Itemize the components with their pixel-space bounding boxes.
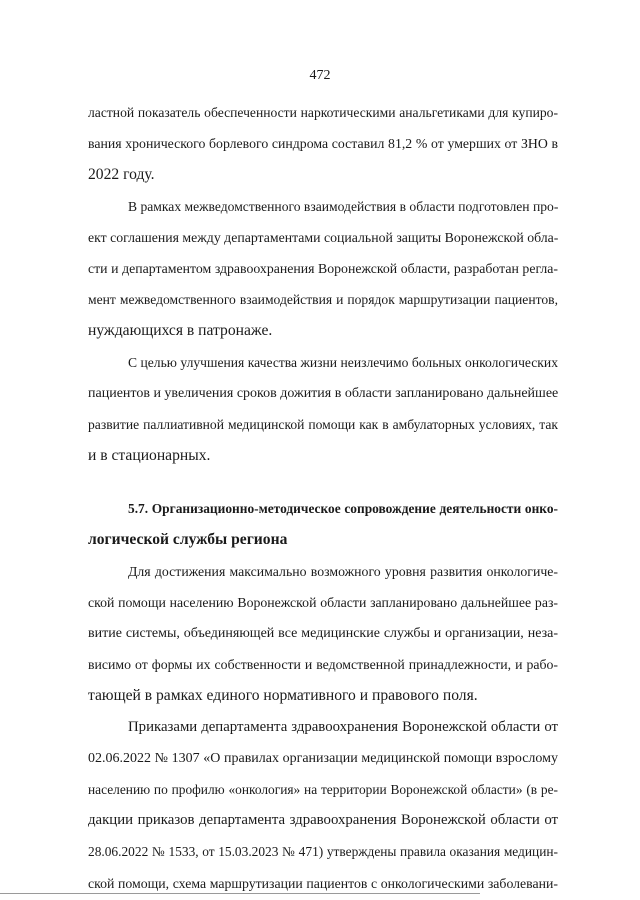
- paragraph-3-line-1: С целью улучшения качества жизни неизлечимо больных онкологических: [128, 354, 558, 370]
- paragraph-5-line-5: 28.06.2022 № 1533, от 15.03.2023 № 471) утверждены правила оказания медицин-: [88, 844, 558, 860]
- paragraph-5-line-1: Приказами департамента здравоохранения Воронежской области от: [128, 718, 558, 735]
- paragraph-2-line-1: В рамках межведомственного взаимодействия в области подготовлен про-: [128, 198, 559, 214]
- paragraph-4-line-4: висимо от формы их собственности и ведомственной принадлежности, и рабо-: [88, 657, 558, 673]
- paragraph-5-line-6: ской помощи, схема маршрутизации пациентов с онкологическими заболевани-: [88, 875, 558, 891]
- document-body: [88, 97, 558, 899]
- paragraph-1-line-3: 2022 году.: [88, 166, 155, 184]
- paragraph-2-line-4: мент межведомственного взаимодействия и порядок маршрутизации пациентов,: [88, 292, 558, 308]
- bottom-scan-edge: [0, 893, 480, 894]
- paragraph-1-line-2: вания хронического борлевого синдрома составил 81,2 % от умерших от ЗНО в: [88, 136, 558, 152]
- paragraph-4-line-3: витие системы, объединяющей все медицинские службы и организации, неза-: [88, 626, 558, 641]
- paragraph-5-line-4: дакции приказов департамента здравоохранения Воронежской области от: [88, 812, 558, 829]
- paragraph-5-line-2: 02.06.2022 № 1307 «О правилах организации медицинской помощи взрослому: [88, 750, 558, 766]
- paragraph-2-line-5: нуждающихся в патронаже.: [88, 322, 273, 340]
- paragraph-2-line-3: сти и департаментом здравоохранения Воронежской области, разработан регла-: [88, 260, 558, 276]
- section-heading-line-2: логической службы региона: [88, 531, 288, 549]
- paragraph-3-line-2: пациентов и увеличения сроков дожития в области запланировано дальнейшее: [88, 385, 559, 401]
- section-heading-line-1: 5.7. Организационно-методическое сопровождение деятельности онко-: [128, 501, 558, 517]
- paragraph-4-line-1: Для достижения максимально возможного уровня развития онкологиче-: [128, 563, 558, 579]
- paragraph-2-line-2: ект соглашения между департаментами социальной защиты Воронежской обла-: [88, 229, 559, 245]
- paragraph-5-line-3: населению по профилю «онкология» на территории Воронежской области» (в ре-: [88, 781, 558, 797]
- paragraph-4-line-5: тающей в рамках единого нормативного и правового поля.: [88, 687, 478, 705]
- paragraph-3-line-4: и в стационарных.: [88, 447, 211, 465]
- section-gap: [88, 471, 558, 493]
- paragraph-4-line-2: ской помощи населению Воронежской области запланировано дальнейшее раз-: [88, 594, 558, 610]
- page-number: 472: [309, 68, 331, 83]
- paragraph-3-line-3: развитие паллиативной медицинской помощи как в амбулаторных условиях, так: [88, 416, 558, 432]
- paragraph-1-line-1: ластной показатель обеспеченности наркотическими анальгетиками для купиро-: [88, 105, 558, 120]
